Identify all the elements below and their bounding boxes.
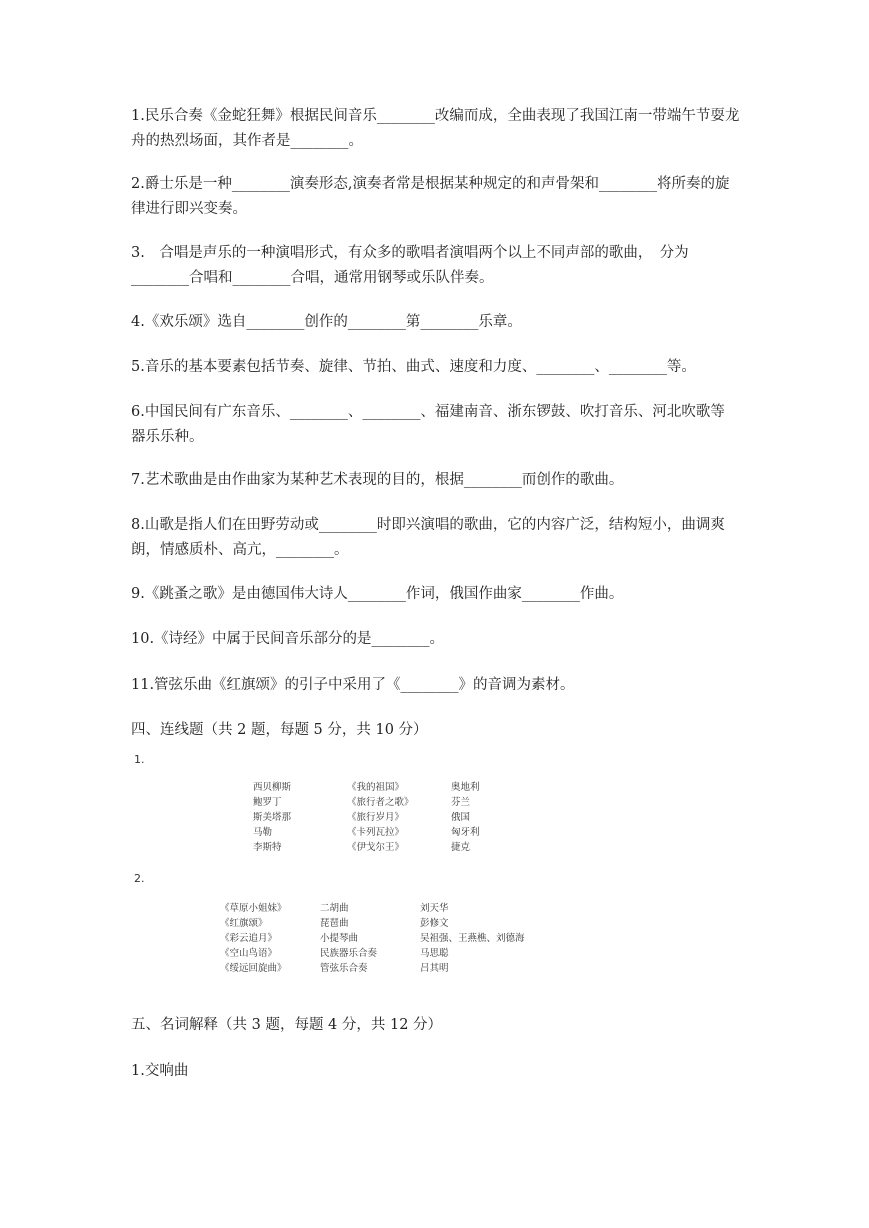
question-5: 5.音乐的基本要素包括节奏、旋律、节拍、曲式、速度和力度、________、________等。 — [131, 359, 696, 375]
genres-column — [320, 901, 377, 976]
question-10: 10.《诗经》中属于民间音乐部分的是________。 — [131, 631, 445, 647]
match-question-1-label: 1. — [134, 753, 145, 766]
term-item-1: 1.交响曲 — [131, 1063, 189, 1079]
work-item: 《空山鸟语》 — [220, 948, 278, 959]
country-item: 俄国 — [451, 812, 471, 823]
match-table-1 — [253, 780, 553, 858]
work-item: 《红旗颂》 — [220, 918, 268, 929]
work-item: 《旅行岁月》 — [347, 812, 405, 823]
question-8: 8.山歌是指人们在田野劳动或________时即兴演唱的歌曲，它的内容广泛，结构短小，曲调爽朗，情感质朴、高亢，________。 — [131, 517, 725, 558]
composer-item: 马勒 — [253, 827, 273, 838]
genre-item: 民族器乐合奏 — [320, 948, 378, 959]
work-item: 《旅行者之歌》 — [347, 797, 414, 808]
composer-item: 斯美塔那 — [253, 812, 292, 823]
genre-item: 管弦乐合奏 — [320, 963, 368, 974]
work-item: 《伊戈尔王》 — [347, 842, 405, 853]
country-item: 匈牙利 — [451, 827, 480, 838]
question-7: 7.艺术歌曲是由作曲家为某种艺术表现的目的，根据________而创作的歌曲。 — [131, 472, 624, 488]
match-question-2-label: 2. — [134, 872, 145, 885]
works-column — [347, 780, 414, 855]
composer-item: 马思聪 — [420, 948, 449, 959]
composer-item: 李斯特 — [253, 842, 282, 853]
composers-column — [420, 901, 525, 976]
country-item: 捷克 — [451, 842, 471, 853]
question-9: 9.《跳蚤之歌》是由德国伟大诗人________作词，俄国作曲家________作曲。 — [131, 586, 624, 602]
composer-item: 吴祖强、王燕樵、刘德海 — [420, 933, 525, 944]
question-3: 3. 合唱是声乐的一种演唱形式，有众多的歌唱者演唱两个以上不同声部的歌曲， 分为________合唱和________合唱，通常用钢琴或乐队伴奏。 — [131, 245, 689, 286]
section-4-title: 四、连线题（共 2 题，每题 5 分，共 10 分） — [131, 722, 428, 738]
work-item: 《彩云追月》 — [220, 933, 278, 944]
country-item: 芬兰 — [451, 797, 471, 808]
question-6: 6.中国民间有广东音乐、________、________、福建南音、浙东锣鼓、吹打音乐、河北吹歌等 器乐乐种。 — [131, 404, 725, 445]
work-item: 《卡列瓦拉》 — [347, 827, 405, 838]
composer-item: 吕其明 — [420, 963, 449, 974]
question-4: 4.《欢乐颂》选自________创作的________第________乐章。 — [131, 314, 522, 330]
countries-column — [451, 780, 480, 855]
match-table-2 — [220, 901, 560, 979]
genre-item: 小提琴曲 — [320, 933, 359, 944]
composers-column — [253, 780, 291, 855]
question-2: 2.爵士乐是一种________演奏形态,演奏者常是根据某种规定的和声骨架和________将所奏的旋律进行即兴变奏。 — [131, 176, 730, 217]
work-item: 《我的祖国》 — [347, 782, 405, 793]
genre-item: 琵琶曲 — [320, 918, 349, 929]
composer-item: 西贝柳斯 — [253, 782, 292, 793]
section-5-title: 五、名词解释（共 3 题，每题 4 分，共 12 分） — [131, 1017, 443, 1033]
question-11: 11.管弦乐曲《红旗颂》的引子中采用了《________》的音调为素材。 — [131, 677, 575, 693]
composer-item: 彭修文 — [420, 918, 449, 929]
composer-item: 鲍罗丁 — [253, 797, 282, 808]
question-1: 1.民乐合奏《金蛇狂舞》根据民间音乐________改编而成，全曲表现了我国江南一带端午节耍龙舟的热烈场面，其作者是________。 — [131, 108, 740, 149]
work-item: 《草原小姐妹》 — [220, 903, 287, 914]
works-column — [220, 901, 287, 976]
genre-item: 二胡曲 — [320, 903, 349, 914]
composer-item: 刘天华 — [420, 903, 449, 914]
country-item: 奥地利 — [451, 782, 480, 793]
work-item: 《绥远回旋曲》 — [220, 963, 287, 974]
